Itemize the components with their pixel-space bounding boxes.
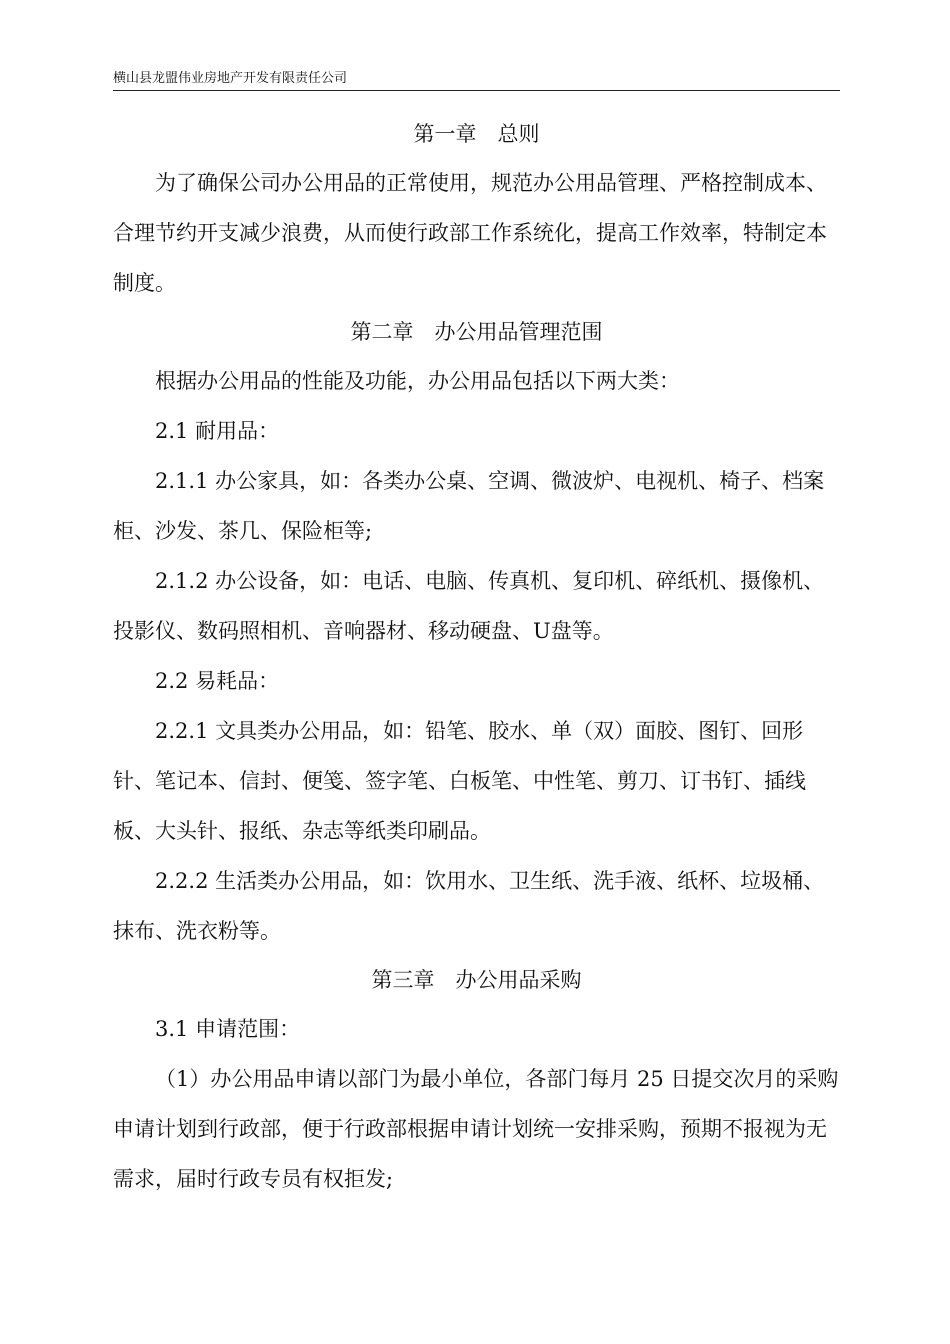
paragraph-purpose: 为了确保公司办公用品的正常使用，规范办公用品管理、严格控制成本、合理节约开支减少浪费，从而使行政部工作系统化，提高工作效率，特制定本制度。 — [113, 171, 827, 295]
document-body — [113, 110, 840, 1204]
paragraph-2-1-2: 2.1.2 办公设备，如：电话、电脑、传真机、复印机、碎纸机、摄像机、投影仪、数码照相机、音响器材、移动硬盘、U盘等。 — [113, 569, 825, 643]
chapter-1-title: 第一章 总则 — [413, 122, 540, 146]
paragraph-2-2-2: 2.2.2 生活类办公用品，如：饮用水、卫生纸、洗手液、纸杯、垃圾桶、抹布、洗衣粉等。 — [113, 869, 825, 943]
paragraph-2-1-1: 2.1.1 办公家具，如：各类办公桌、空调、微波炉、电视机、椅子、档案柜、沙发、茶几、保险柜等; — [113, 469, 825, 543]
chapter-3-title: 第三章 办公用品采购 — [371, 968, 582, 992]
paragraph-2-2-1: 2.2.1 文具类办公用品，如：铅笔、胶水、单（双）面胶、图钉、回形针、笔记本、信封、便笺、签字笔、白板笔、中性笔、剪刀、订书钉、插线板、大头针、报纸、杂志等纸类印刷品。 — [113, 719, 806, 843]
company-name: 横山县龙盟伟业房地产开发有限责任公司 — [113, 71, 348, 86]
paragraph-3-1: 3.1 申请范围： — [155, 1017, 301, 1041]
paragraph-2-2: 2.2 易耗品： — [155, 669, 280, 693]
paragraph-2-1: 2.1 耐用品： — [155, 419, 280, 443]
paragraph-categories: 根据办公用品的性能及功能，办公用品包括以下两大类： — [155, 369, 680, 393]
page-header — [113, 70, 840, 91]
paragraph-3-1-item-1: （1）办公用品申请以部门为最小单位，各部门每月 25 日提交次月的采购申请计划到行政部，便于行政部根据申请计划统一安排采购，预期不报视为无需求，届时行政专员有权拒发; — [113, 1067, 839, 1191]
chapter-2-title: 第二章 办公用品管理范围 — [350, 320, 603, 344]
